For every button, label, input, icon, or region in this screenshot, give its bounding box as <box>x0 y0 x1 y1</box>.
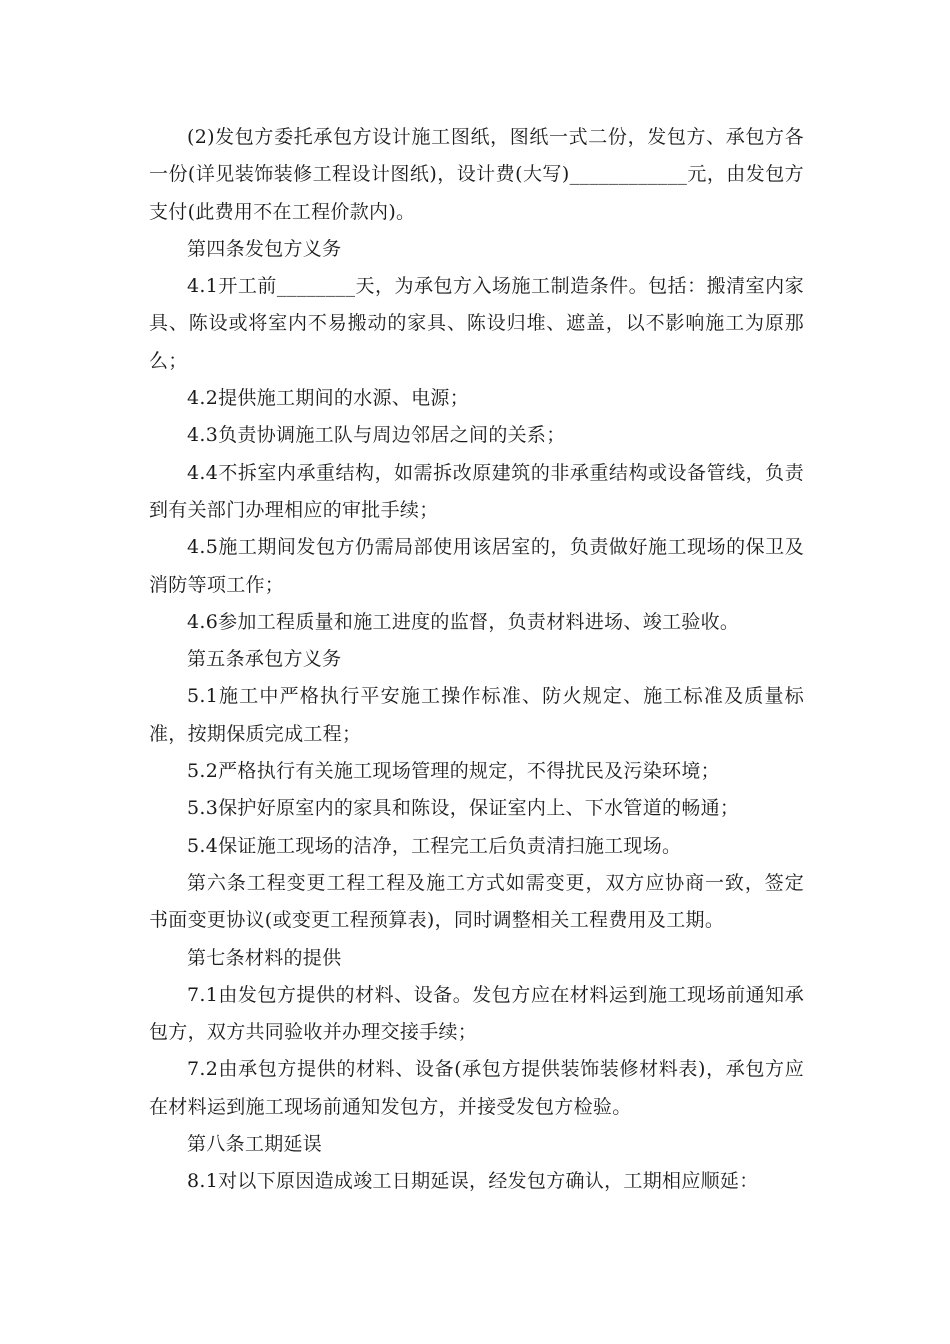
heading-article-8: 第八条工期延误 <box>187 1133 323 1156</box>
document-body <box>149 119 804 1201</box>
paragraph-design-fee: (2)发包方委托承包方设计施工图纸，图纸一式二份，发包方、承包方各一份(详见装饰装修工程设计图纸)，设计费(大写)____________元，由发包方支付(此费用不在工程价款内)。 <box>149 126 804 223</box>
paragraph-4-4: 4.4不拆室内承重结构，如需拆改原建筑的非承重结构或设备管线，负责到有关部门办理相应的审批手续； <box>149 461 804 521</box>
paragraph-4-3: 4.3负责协调施工队与周边邻居之间的关系； <box>187 424 566 447</box>
paragraph-4-6: 4.6参加工程质量和施工进度的监督，负责材料进场、竣工验收。 <box>187 610 740 633</box>
paragraph-5-4: 5.4保证施工现场的洁净，工程完工后负责清扫施工现场。 <box>187 834 682 857</box>
heading-article-4: 第四条发包方义务 <box>187 237 342 260</box>
heading-article-7: 第七条材料的提供 <box>187 946 342 969</box>
paragraph-8-1: 8.1对以下原因造成竣工日期延误，经发包方确认，工期相应顺延： <box>187 1170 759 1193</box>
paragraph-4-1: 4.1开工前________天，为承包方入场施工制造条件。包括：搬清室内家具、陈设或将室内不易搬动的家具、陈设归堆、遮盖，以不影响施工为原那么； <box>149 275 804 372</box>
paragraph-7-2: 7.2由承包方提供的材料、设备(承包方提供装饰装修材料表)，承包方应在材料运到施工现场前通知发包方，并接受发包方检验。 <box>149 1058 804 1118</box>
heading-article-5: 第五条承包方义务 <box>187 648 342 671</box>
paragraph-5-2: 5.2严格执行有关施工现场管理的规定，不得扰民及污染环境； <box>187 760 720 783</box>
paragraph-7-1: 7.1由发包方提供的材料、设备。发包方应在材料运到施工现场前通知承包方，双方共同验收并办理交接手续； <box>149 983 804 1044</box>
paragraph-4-2: 4.2提供施工期间的水源、电源； <box>187 387 470 410</box>
paragraph-5-3: 5.3保护好原室内的家具和陈设，保证室内上、下水管道的畅通； <box>187 797 740 820</box>
paragraph-article-6: 第六条工程变更工程工程及施工方式如需变更，双方应协商一致，签定书面变更协议(或变更工程预算表)，同时调整相关工程费用及工期。 <box>149 871 804 932</box>
paragraph-4-5: 4.5施工期间发包方仍需局部使用该居室的，负责做好施工现场的保卫及消防等项工作； <box>149 536 804 596</box>
paragraph-5-1: 5.1施工中严格执行平安施工操作标准、防火规定、施工标准及质量标准，按期保质完成工程； <box>149 685 804 745</box>
